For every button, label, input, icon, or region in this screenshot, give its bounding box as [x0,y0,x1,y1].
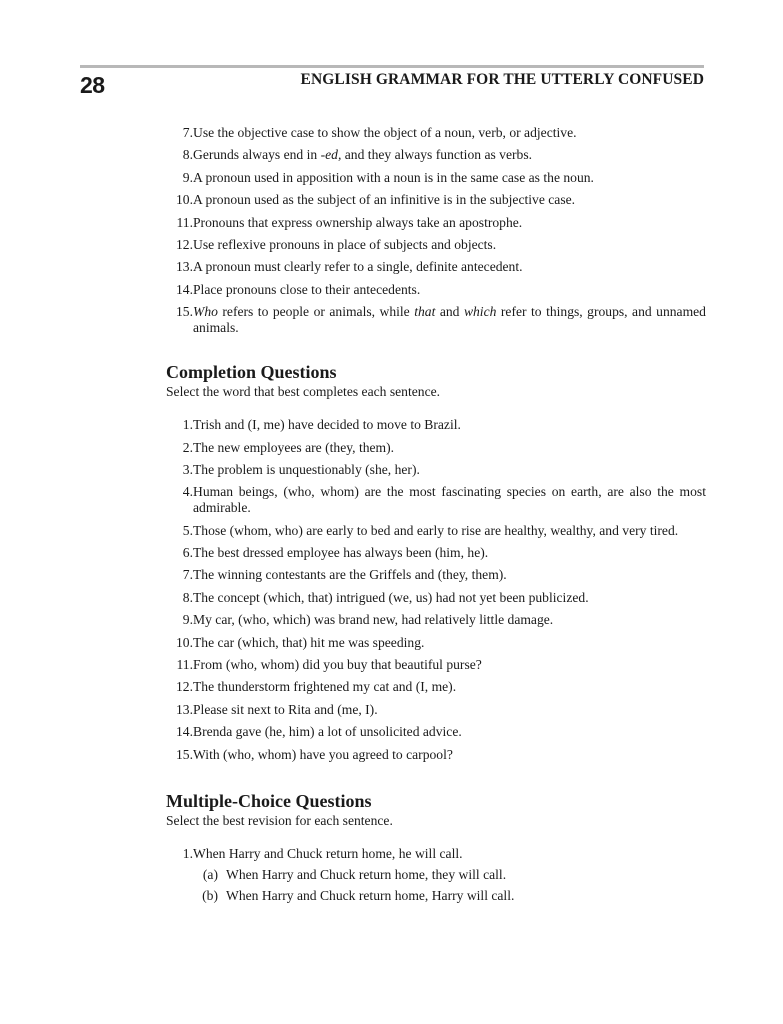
multiple-choice-instructions: Select the best revision for each sentence. [166,812,393,828]
item-text: Please sit next to Rita and (me, I). [193,701,378,717]
list-item [166,484,706,516]
completion-section-title: Completion Questions [166,362,337,383]
item-number: 12. [176,236,193,252]
item-number: 8. [182,589,193,605]
item-number: 13. [176,259,193,275]
answer-option [166,888,706,904]
item-text: A pronoun used in apposition with a noun is in the same case as the noun. [193,169,594,185]
list-item [166,679,706,695]
item-text: Trish and (I, me) have decided to move to Brazil. [193,417,461,433]
item-number: 6. [182,545,193,561]
item-number: 12. [176,679,193,695]
item-text: The winning contestants are the Griffels and (they, them). [193,567,507,583]
item-text: Use the objective case to show the object of a noun, verb, or adjective. [193,125,577,140]
item-number: 14. [176,724,193,740]
item-text: Pronouns that express ownership always take an apostrophe. [193,214,523,230]
list-item [166,462,706,478]
item-number: 5. [182,522,193,538]
item-emphasis: that [414,304,436,320]
item-number: 1. [182,845,193,861]
item-text: Place pronouns close to their antecedents. [193,281,421,297]
item-text: refer to things, groups, and unnamed animals. [193,304,706,336]
list-item [166,282,706,298]
item-number: 3. [182,461,193,477]
item-text: and [435,304,464,320]
item-number: 1. [182,417,193,433]
list-item [166,590,706,606]
list-item [166,147,706,163]
list-item [166,747,706,763]
item-number: 10. [176,634,193,650]
list-item [166,846,706,904]
list-item [166,635,706,651]
item-emphasis: -ed, [320,147,342,163]
item-number: 15. [176,746,193,762]
item-text: With (who, whom) have you agreed to carpool? [193,746,453,762]
completion-instructions: Select the word that best completes each sentence. [166,384,441,400]
true-false-list [166,125,706,336]
item-number: 13. [176,701,193,717]
item-text: When Harry and Chuck return home, he will call. [193,845,463,861]
list-item [166,545,706,561]
item-number: 8. [182,147,193,163]
item-text: The car (which, that) hit me was speeding. [193,634,425,650]
item-number: 11. [176,657,193,673]
item-text: A pronoun must clearly refer to a single, definite antecedent. [193,259,523,275]
item-text: From (who, whom) did you buy that beautiful purse? [193,657,482,673]
item-number: 9. [182,612,193,628]
option-letter: (b) [202,887,218,903]
item-text: The best dressed employee has always been (him, he). [193,545,489,561]
item-text: My car, (who, which) was brand new, had relatively little damage. [193,612,554,628]
item-text: and they always function as verbs. [341,147,533,163]
list-item [166,125,706,141]
item-number: 11. [176,214,193,230]
item-number: 4. [182,484,193,500]
item-number: 9. [182,169,193,185]
item-number: 7. [182,125,193,140]
multiple-choice-list [166,846,706,904]
option-text: When Harry and Chuck return home, Harry will call. [226,887,515,903]
item-number: 10. [176,192,193,208]
list-item [166,304,706,336]
list-item [166,215,706,231]
page-number: 28 [80,72,105,98]
item-text: The problem is unquestionably (she, her). [193,461,420,477]
running-head: ENGLISH GRAMMAR FOR THE UTTERLY CONFUSED [300,71,704,88]
list-item [166,657,706,673]
list-item [166,259,706,275]
list-item [166,237,706,253]
list-item [166,170,706,186]
item-number: 15. [176,304,193,320]
item-text: The thunderstorm frightened my cat and (I, me). [193,679,457,695]
page-content [166,125,706,904]
item-text: Human beings, (who, whom) are the most fascinating species on earth, are also the most admirable. [193,484,706,516]
item-text: refers to people or animals, while [217,304,415,320]
list-item [166,724,706,740]
item-text: The concept (which, that) intrigued (we, us) had not yet been publicized. [193,589,589,605]
list-item [166,523,706,539]
item-text: The new employees are (they, them). [193,439,395,455]
list-item [166,440,706,456]
list-item [166,567,706,583]
item-text: A pronoun used as the subject of an infinitive is in the subjective case. [193,192,576,208]
item-emphasis: Who [193,304,218,320]
item-emphasis: which [463,304,497,320]
item-number: 14. [176,281,193,297]
multiple-choice-section-title: Multiple-Choice Questions [166,790,372,811]
item-number: 7. [182,567,193,583]
option-text: When Harry and Chuck return home, they will call. [226,866,507,882]
list-item [166,612,706,628]
item-text: Those (whom, who) are early to bed and early to rise are healthy, wealthy, and very tired. [193,522,679,538]
answer-option [166,867,706,883]
item-text: Gerunds always end in [193,147,321,163]
list-item [166,192,706,208]
list-item [166,702,706,718]
option-letter: (a) [202,866,218,882]
list-item [166,417,706,433]
item-text: Brenda gave (he, him) a lot of unsolicited advice. [193,724,462,740]
item-number: 2. [182,439,193,455]
item-text: Use reflexive pronouns in place of subjects and objects. [193,236,497,252]
header-rule [80,65,704,68]
completion-list [166,417,706,762]
